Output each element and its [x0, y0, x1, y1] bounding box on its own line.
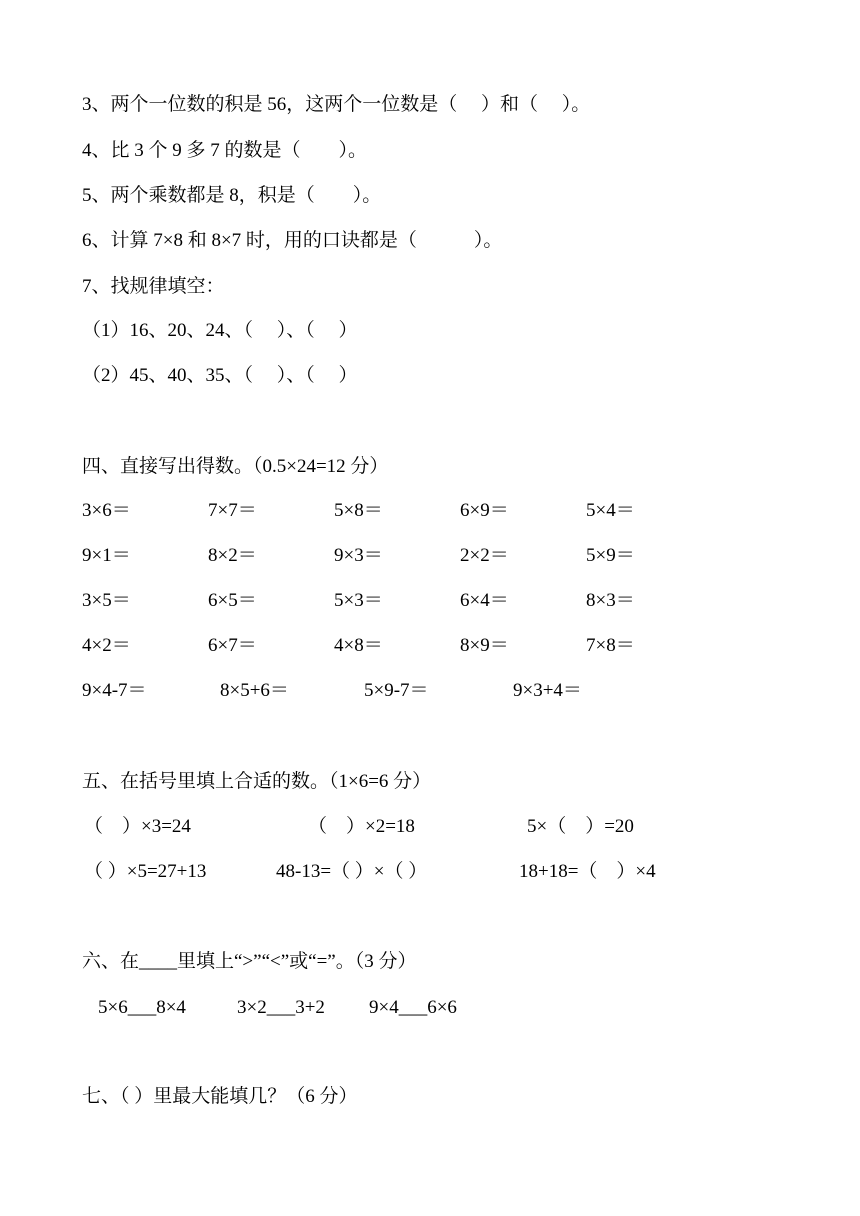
mixed-calc-item: 5×9-7＝	[364, 680, 429, 701]
calc-item: 7×8＝	[586, 635, 635, 656]
fill-item-3: 3、两个一位数的积是 56，这两个一位数是（ ）和（ ）。	[82, 94, 591, 115]
compare-item: 3×2___3+2	[237, 997, 325, 1018]
pattern-item-1: （1）16、20、24、（ ）、（ ）	[82, 320, 358, 341]
calc-item: 3×5＝	[82, 590, 131, 611]
fill-item-4: 4、比 3 个 9 多 7 的数是（ ）。	[82, 140, 368, 161]
calc-item: 9×3＝	[334, 545, 383, 566]
calc-item: 3×6＝	[82, 500, 131, 521]
calc-item: 5×9＝	[586, 545, 635, 566]
compare-item: 9×4___6×6	[369, 997, 457, 1018]
mixed-calc-item: 8×5+6＝	[220, 680, 289, 701]
fill-bracket-item: 48-13=（ ）×（ ）	[276, 861, 428, 882]
mixed-calc-item: 9×4-7＝	[82, 680, 147, 701]
fill-item-6: 6、计算 7×8 和 8×7 时，用的口诀都是（ ）。	[82, 230, 503, 251]
section-4-title: 四、直接写出得数。（0.5×24=12 分）	[82, 456, 389, 477]
calc-item: 9×1＝	[82, 545, 131, 566]
fill-item-5: 5、两个乘数都是 8，积是（ ）。	[82, 185, 382, 206]
fill-bracket-item: （ ）×5=27+13	[84, 861, 207, 882]
section-5-title: 五、在括号里填上合适的数。（1×6=6 分）	[82, 771, 432, 792]
fill-bracket-item: 5×（ ）=20	[527, 816, 634, 837]
section-7-title: 七、（ ）里最大能填几？（6 分）	[82, 1086, 358, 1107]
fill-item-7: 7、找规律填空：	[82, 276, 225, 297]
fill-bracket-item: （ ）×3=24	[84, 816, 191, 837]
calc-item: 5×4＝	[586, 500, 635, 521]
calc-item: 6×4＝	[460, 590, 509, 611]
calc-item: 6×5＝	[208, 590, 257, 611]
fill-bracket-item: 18+18=（ ）×4	[519, 861, 656, 882]
calc-item: 6×7＝	[208, 635, 257, 656]
mixed-calc-item: 9×3+4＝	[513, 680, 582, 701]
calc-item: 5×8＝	[334, 500, 383, 521]
fill-bracket-item: （ ）×2=18	[308, 816, 415, 837]
calc-item: 2×2＝	[460, 545, 509, 566]
calc-item: 6×9＝	[460, 500, 509, 521]
compare-item: 5×6___8×4	[98, 997, 186, 1018]
calc-item: 8×9＝	[460, 635, 509, 656]
calc-item: 4×8＝	[334, 635, 383, 656]
calc-item: 5×3＝	[334, 590, 383, 611]
calc-item: 4×2＝	[82, 635, 131, 656]
calc-item: 7×7＝	[208, 500, 257, 521]
pattern-item-2: （2）45、40、35、（ ）、（ ）	[82, 365, 358, 386]
calc-item: 8×3＝	[586, 590, 635, 611]
section-6-title: 六、在____里填上“>”“<”或“=”。（3 分）	[82, 951, 417, 972]
calc-item: 8×2＝	[208, 545, 257, 566]
